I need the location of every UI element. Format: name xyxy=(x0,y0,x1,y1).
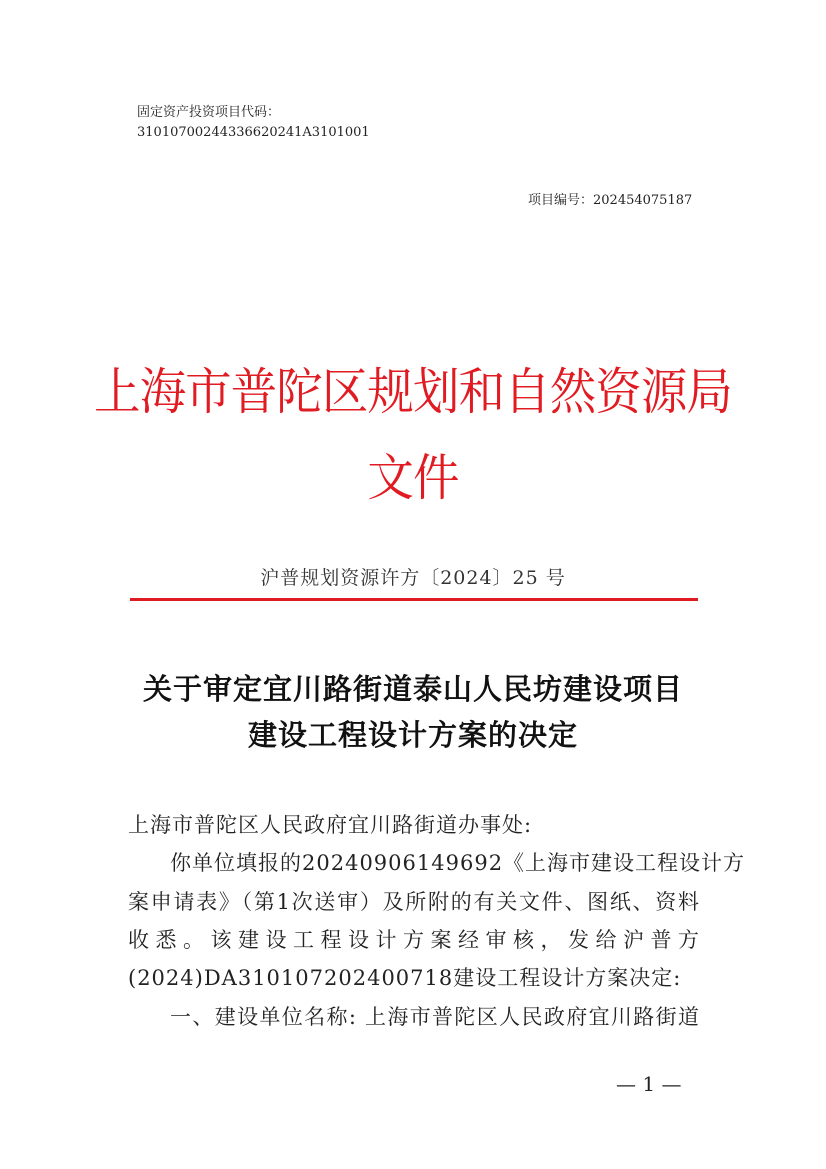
decision-title-line-1: 关于审定宜川路街道泰山人民坊建设项目 xyxy=(142,672,683,706)
issuing-authority-title: 上海市普陀区规划和自然资源局 xyxy=(94,363,732,421)
decision-title-line-2: 建设工程设计方案的决定 xyxy=(247,718,578,752)
paragraph-line: (2024)DA310107202400718建设工程设计方案决定: xyxy=(128,966,682,990)
document-type-title: 文件 xyxy=(367,449,459,507)
paragraph-line: 案申请表》（第1次送审）及所附的有关文件、图纸、资料 xyxy=(128,890,700,914)
addressee: 上海市普陀区人民政府宜川路街道办事处: xyxy=(128,813,533,837)
red-divider-line xyxy=(130,598,698,601)
paragraph-line: 你单位填报的20240906149692《上海市建设工程设计方 xyxy=(170,851,746,875)
paragraph-line: 收悉。该建设工程设计方案经审核，发给沪普方 xyxy=(128,928,700,952)
page-number: — 1 — xyxy=(616,1072,682,1096)
project-number: 项目编号：202454075187 xyxy=(528,193,693,208)
fixed-asset-code: 31010700244336620241A3101001 xyxy=(137,125,370,140)
document-number: 沪普规划资源许方〔2024〕25 号 xyxy=(260,567,566,589)
fixed-asset-label: 固定资产投资项目代码： xyxy=(137,105,281,120)
list-item: 一、建设单位名称: 上海市普陀区人民政府宜川路街道 xyxy=(170,1005,700,1029)
